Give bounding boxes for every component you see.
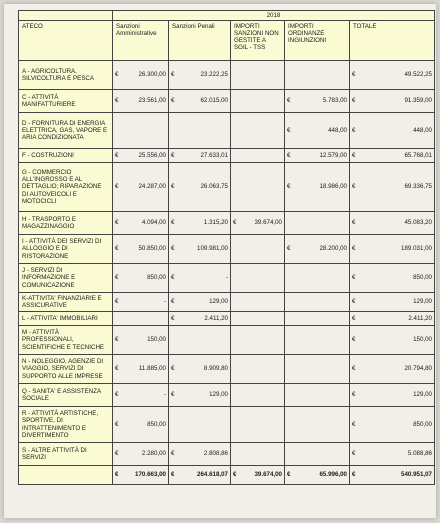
cell-ordinanze	[285, 312, 350, 326]
currency-symbol: €	[352, 151, 356, 159]
currency-symbol: €	[171, 97, 175, 105]
cell-ordinanze	[285, 149, 350, 163]
cell-value: 5.088,86	[407, 450, 432, 458]
ateco-label: N - NOLEGGIO, AGENZIE DI VIAGGIO, SERVIZI DI SUPPORTO ALLE IMPRESE	[19, 355, 113, 384]
cell-value: 65.768,01	[404, 151, 432, 159]
currency-symbol: €	[352, 71, 356, 79]
cell-value: 850,00	[413, 420, 432, 428]
ateco-label: F - COSTRUZIONI	[19, 149, 113, 163]
cell-amministrative	[113, 355, 169, 384]
cell-value: 62.015,00	[200, 97, 228, 105]
col-penali: Sanzioni Penali	[169, 21, 231, 61]
cell-non-gestite	[231, 384, 285, 407]
ateco-label: K-ATTIVITA' FINANZIARIE E ASSICURATIVE	[19, 293, 113, 312]
cell-value: 26.063,75	[200, 183, 228, 191]
cell-value: 39.674,00	[254, 471, 282, 479]
cell-totale	[350, 163, 435, 212]
currency-symbol: €	[171, 245, 175, 253]
cell-penali	[169, 264, 231, 293]
sanctions-table	[18, 10, 435, 485]
table-row	[19, 355, 435, 384]
currency-symbol: €	[115, 245, 119, 253]
cell-value: 26.300,00	[138, 71, 166, 79]
cell-non-gestite	[231, 235, 285, 264]
currency-symbol: €	[352, 298, 356, 306]
currency-symbol: €	[115, 219, 119, 227]
cell-penali	[169, 113, 231, 149]
cell-non-gestite	[231, 407, 285, 443]
cell-penali	[169, 212, 231, 235]
cell-ordinanze	[285, 443, 350, 466]
cell-amministrative	[113, 407, 169, 443]
currency-symbol: €	[352, 219, 356, 227]
currency-symbol: €	[171, 274, 175, 282]
cell-ordinanze	[285, 163, 350, 212]
cell-non-gestite	[231, 326, 285, 355]
currency-symbol: €	[115, 298, 119, 306]
currency-symbol: €	[352, 274, 356, 282]
ateco-label: S - ALTRE ATTIVITÀ DI SERVIZI	[19, 443, 113, 466]
currency-symbol: €	[352, 126, 356, 134]
table-row	[19, 443, 435, 466]
currency-symbol: €	[171, 471, 175, 479]
cell-value: 150,00	[147, 336, 166, 344]
cell-value: -	[163, 298, 166, 306]
cell-value: 28.200,00	[319, 245, 347, 253]
table-row	[19, 61, 435, 90]
cell-value: 18.986,00	[319, 183, 347, 191]
currency-symbol: €	[287, 151, 291, 159]
table-row	[19, 90, 435, 113]
ateco-label: H - TRASPORTO E MAGAZZINAGGIO	[19, 212, 113, 235]
cell-amministrative	[113, 235, 169, 264]
cell-value: 129,00	[209, 298, 228, 306]
cell-value: 12.579,00	[319, 151, 347, 159]
cell-value: 2.808,86	[203, 450, 228, 458]
currency-symbol: €	[171, 71, 175, 79]
cell-value: 4.094,00	[141, 219, 166, 227]
ateco-label: J - SERVIZI DI INFORMAZIONE E COMUNICAZIONE	[19, 264, 113, 293]
cell-penali	[169, 355, 231, 384]
currency-symbol: €	[115, 274, 119, 282]
cell-amministrative	[113, 113, 169, 149]
currency-symbol: €	[171, 151, 175, 159]
cell-value: 27.633,01	[200, 151, 228, 159]
cell-penali	[169, 326, 231, 355]
currency-symbol: €	[352, 391, 356, 399]
cell-ordinanze	[285, 264, 350, 293]
table-row	[19, 235, 435, 264]
cell-value: 39.674,00	[254, 219, 282, 227]
currency-symbol: €	[287, 97, 291, 105]
cell-totale	[350, 235, 435, 264]
currency-symbol: €	[115, 471, 119, 479]
cell-non-gestite	[231, 113, 285, 149]
currency-symbol: €	[352, 97, 356, 105]
cell-ordinanze	[285, 113, 350, 149]
cell-value: 20.794,80	[404, 365, 432, 373]
cell-non-gestite	[231, 293, 285, 312]
cell-value: 129,00	[413, 298, 432, 306]
cell-ordinanze	[285, 407, 350, 443]
currency-symbol: €	[115, 336, 119, 344]
ateco-label: M - ATTIVITÀ PROFESSIONALI, SCIENTIFICHE E TECNICHE	[19, 326, 113, 355]
currency-symbol: €	[352, 420, 356, 428]
currency-symbol: €	[287, 245, 291, 253]
table-row	[19, 163, 435, 212]
cell-value: 540.951,07	[401, 471, 432, 479]
cell-amministrative	[113, 264, 169, 293]
cell-value: 50.850,00	[138, 245, 166, 253]
cell-non-gestite	[231, 443, 285, 466]
cell-ordinanze	[285, 235, 350, 264]
cell-penali	[169, 61, 231, 90]
cell-non-gestite	[231, 355, 285, 384]
table-row	[19, 384, 435, 407]
cell-value: 25.556,00	[138, 151, 166, 159]
currency-symbol: €	[171, 391, 175, 399]
cell-penali	[169, 293, 231, 312]
cell-totale	[350, 149, 435, 163]
cell-amministrative	[113, 90, 169, 113]
cell-penali	[169, 312, 231, 326]
cell-value: 69.336,75	[404, 183, 432, 191]
currency-symbol: €	[352, 365, 356, 373]
table-row	[19, 264, 435, 293]
col-ordinanze: IMPORTI ORDINANZE INGIUNZIONI	[285, 21, 350, 61]
cell-value: 264.618,07	[197, 471, 228, 479]
currency-symbol: €	[171, 314, 175, 322]
cell-penali	[169, 235, 231, 264]
cell-value: 2.280,00	[141, 450, 166, 458]
cell-totale	[350, 407, 435, 443]
totals-row	[19, 466, 435, 485]
cell-penali	[169, 443, 231, 466]
table-row	[19, 149, 435, 163]
currency-symbol: €	[352, 471, 356, 479]
cell-value: 109.981,00	[197, 245, 228, 253]
cell-non-gestite	[231, 90, 285, 113]
cell-amministrative	[113, 326, 169, 355]
col-ateco: ATECO	[19, 21, 113, 61]
total-totale	[350, 466, 435, 485]
cell-totale	[350, 212, 435, 235]
table-row	[19, 326, 435, 355]
col-non-gestite: IMPORTI SANZIONI NON GESTITE A SGIL - TSS	[231, 21, 285, 61]
cell-totale	[350, 293, 435, 312]
cell-totale	[350, 90, 435, 113]
cell-totale	[350, 384, 435, 407]
cell-totale	[350, 312, 435, 326]
cell-totale	[350, 113, 435, 149]
currency-symbol: €	[287, 183, 291, 191]
ateco-label: G - COMMERCIO ALL'INGROSSO E AL DETTAGLIO; RIPARAZIONE DI AUTOVEICOLI E MOTOCICLI	[19, 163, 113, 212]
currency-symbol: €	[115, 97, 119, 105]
cell-totale	[350, 443, 435, 466]
currency-symbol: €	[352, 245, 356, 253]
currency-symbol: €	[171, 450, 175, 458]
cell-value: 129,00	[413, 391, 432, 399]
cell-non-gestite	[231, 61, 285, 90]
cell-value: 170.663,00	[135, 471, 166, 479]
total-ordinanze	[285, 466, 350, 485]
cell-value: 1.315,20	[203, 219, 228, 227]
col-totale: TOTALE	[350, 21, 435, 61]
table-row	[19, 407, 435, 443]
cell-value: 45.083,20	[404, 219, 432, 227]
cell-value: 2.411,20	[204, 314, 228, 322]
document-page	[4, 4, 436, 518]
cell-amministrative	[113, 384, 169, 407]
cell-penali	[169, 163, 231, 212]
currency-symbol: €	[171, 183, 175, 191]
table-row	[19, 212, 435, 235]
cell-value: 91.359,00	[404, 97, 432, 105]
cell-value: -	[225, 274, 228, 282]
currency-symbol: €	[115, 71, 119, 79]
table-row	[19, 312, 435, 326]
cell-value: 850,00	[147, 420, 166, 428]
total-penali	[169, 466, 231, 485]
cell-amministrative	[113, 212, 169, 235]
currency-symbol: €	[287, 471, 291, 479]
currency-symbol: €	[352, 450, 356, 458]
cell-penali	[169, 90, 231, 113]
cell-non-gestite	[231, 264, 285, 293]
cell-amministrative	[113, 149, 169, 163]
ateco-label: A - AGRICOLTURA, SILVICOLTURA E PESCA	[19, 61, 113, 90]
cell-ordinanze	[285, 384, 350, 407]
cell-value: 2.411,20	[408, 314, 432, 322]
cell-value: 65.996,00	[319, 471, 347, 479]
cell-ordinanze	[285, 326, 350, 355]
cell-non-gestite	[231, 312, 285, 326]
cell-non-gestite	[231, 149, 285, 163]
cell-value: 448,00	[413, 126, 432, 134]
cell-value: 5.783,00	[322, 97, 347, 105]
currency-symbol: €	[115, 151, 119, 159]
currency-symbol: €	[171, 298, 175, 306]
cell-value: 23.561,00	[138, 97, 166, 105]
cell-value: 24.287,00	[138, 183, 166, 191]
cell-amministrative	[113, 293, 169, 312]
ateco-label: Q - SANITA' E ASSISTENZA SOCIALE	[19, 384, 113, 407]
cell-totale	[350, 61, 435, 90]
cell-ordinanze	[285, 293, 350, 312]
cell-value: 448,00	[328, 126, 347, 134]
cell-ordinanze	[285, 90, 350, 113]
cell-ordinanze	[285, 61, 350, 90]
ateco-label: C - ATTIVITÀ MANIFATTURIERE	[19, 90, 113, 113]
cell-value: 129,00	[209, 391, 228, 399]
ateco-label: R - ATTIVITÀ ARTISTICHE, SPORTIVE, DI INTRATTENIMENTO E DIVERTIMENTO	[19, 407, 113, 443]
cell-value: 150,00	[413, 336, 432, 344]
year-header: 2018	[113, 11, 435, 21]
total-non-gestite	[231, 466, 285, 485]
cell-value: 49.522,25	[404, 71, 432, 79]
col-amministrative: Sanzioni Amministrative	[113, 21, 169, 61]
currency-symbol: €	[233, 219, 237, 227]
cell-non-gestite	[231, 163, 285, 212]
currency-symbol: €	[115, 183, 119, 191]
currency-symbol: €	[115, 365, 119, 373]
cell-amministrative	[113, 312, 169, 326]
currency-symbol: €	[352, 314, 356, 322]
currency-symbol: €	[171, 219, 175, 227]
cell-totale	[350, 264, 435, 293]
table-row	[19, 293, 435, 312]
currency-symbol: €	[115, 450, 119, 458]
cell-totale	[350, 355, 435, 384]
currency-symbol: €	[233, 471, 237, 479]
cell-amministrative	[113, 443, 169, 466]
cell-value: 189.031,00	[401, 245, 432, 253]
currency-symbol: €	[352, 183, 356, 191]
ateco-label: D - FORNITURA DI ENERGIA ELETTRICA, GAS, VAPORE E ARIA CONDIZIONATA	[19, 113, 113, 149]
cell-value: 23.222,25	[200, 71, 228, 79]
cell-ordinanze	[285, 355, 350, 384]
cell-non-gestite	[231, 212, 285, 235]
cell-penali	[169, 407, 231, 443]
currency-symbol: €	[352, 336, 356, 344]
cell-value: 8.909,80	[203, 365, 228, 373]
cell-amministrative	[113, 163, 169, 212]
currency-symbol: €	[115, 420, 119, 428]
cell-value: 11.885,00	[138, 365, 166, 373]
table-body	[19, 61, 435, 485]
table-row	[19, 113, 435, 149]
cell-value: 850,00	[413, 274, 432, 282]
ateco-label: L - ATTIVITA' IMMOBILIARI	[19, 312, 113, 326]
cell-amministrative	[113, 61, 169, 90]
cell-penali	[169, 384, 231, 407]
cell-value: 850,00	[147, 274, 166, 282]
currency-symbol: €	[115, 391, 119, 399]
cell-totale	[350, 326, 435, 355]
ateco-label: I - ATTIVITÀ DEI SERVIZI DI ALLOGGIO E DI RISTORAZIONE	[19, 235, 113, 264]
cell-ordinanze	[285, 212, 350, 235]
cell-value: -	[163, 391, 166, 399]
currency-symbol: €	[287, 126, 291, 134]
currency-symbol: €	[171, 365, 175, 373]
cell-penali	[169, 149, 231, 163]
total-amministrative	[113, 466, 169, 485]
